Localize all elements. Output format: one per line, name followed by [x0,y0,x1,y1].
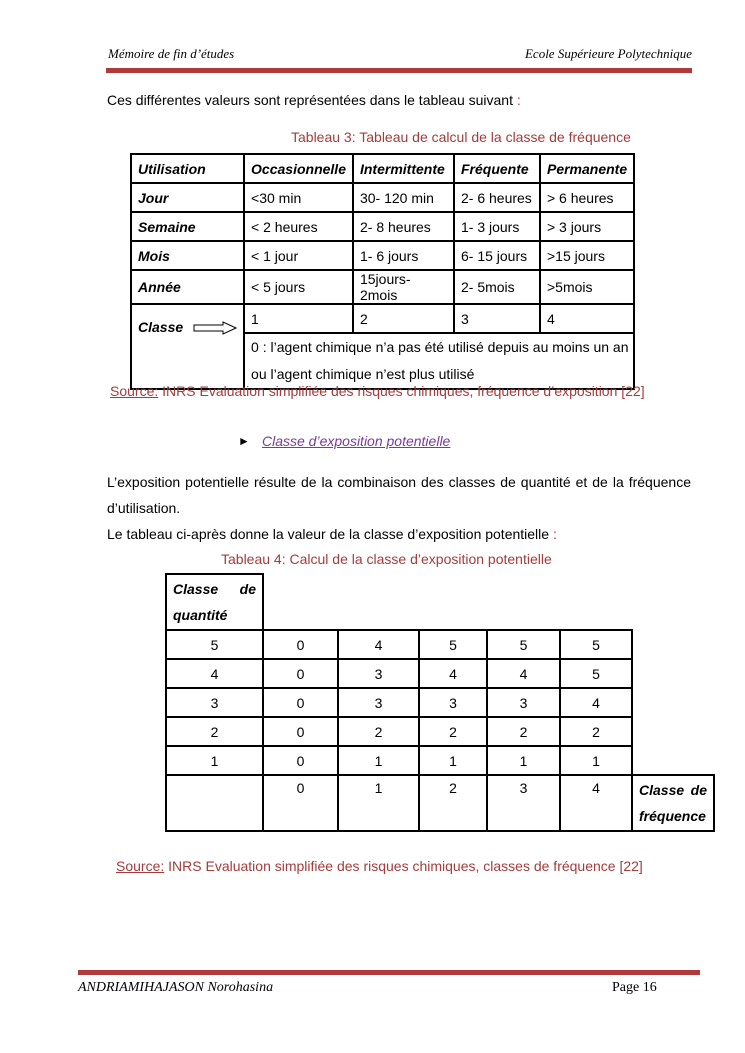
paragraph-line2 [107,521,557,547]
table-row [166,717,714,746]
row-label: Jour [131,183,244,212]
table-cell: >15 jours [540,241,634,270]
intro-paragraph [107,92,521,108]
table3-caption: Tableau 3: Tableau de calcul de la classe de fréquence [291,129,631,145]
table-cell: 15jours- 2mois [353,270,454,304]
intro-text: Ces différentes valeurs sont représentées dans le tableau suivant [107,92,513,108]
table-cell: 2- 8 heures [353,212,454,241]
table-cell: 0 [263,630,338,659]
table-cell: 1- 6 jours [353,241,454,270]
source-text: INRS Evaluation simplifiée des risques chimiques, classes de fréquence [22] [164,858,643,874]
page-number: Page 16 [612,980,657,995]
table-cell: <30 min [244,183,353,212]
table4-caption: Tableau 4: Calcul de la classe d’exposition potentielle [221,551,552,567]
table-row [166,746,714,775]
blank-cell [632,688,714,717]
empty-cell [166,775,263,831]
row-label: Semaine [131,212,244,241]
table-row [131,270,634,304]
table-row [166,688,714,717]
table-cell: 2 [166,717,263,746]
blank-cell [632,659,714,688]
table-cell: 3 [487,688,560,717]
blank-cell [632,630,714,659]
table-row [131,183,634,212]
table-cell: 4 [419,659,487,688]
blank-cell [263,574,714,630]
intro-colon: : [516,92,521,108]
header-cell: Permanente [540,154,634,183]
table-cell: 4 [487,659,560,688]
table-row [131,241,634,270]
paragraph-line1: L’exposition potentielle résulte de la combinaison des classes de quantité et de la fréquence d’utilisation. [107,474,691,516]
table3-source [110,383,645,399]
table-cell: < 5 jours [244,270,353,304]
table-cell: 0 [263,717,338,746]
exposure-table [165,573,715,832]
paragraph-colon: : [552,526,557,542]
table-row [166,630,714,659]
frequence-header: Classe de fréquence [632,775,714,831]
table-cell: 2 [419,775,487,831]
table-cell: 0 [263,775,338,831]
table-cell: 4 [338,630,419,659]
table-cell: 1 [419,746,487,775]
header-cell: Fréquente [454,154,540,183]
table-cell: 5 [419,630,487,659]
table-cell: 4 [166,659,263,688]
table-cell: < 1 jour [244,241,353,270]
table-cell: 4 [560,775,632,831]
table-cell: 3 [454,304,540,333]
table-cell: 4 [540,304,634,333]
classe-label: Classe [138,319,184,335]
arrow-right-icon [193,321,237,335]
row-label: Mois [131,241,244,270]
table-cell: 2- 5mois [454,270,540,304]
frequence-row [166,775,714,831]
classe-row [131,304,634,333]
footer-author: ANDRIAMIHAJASON Norohasina [78,980,274,995]
classe-zero-cell: 0 : l’agent chimique n’a pas été utilisé depuis au moins un an ou l’agent chimique n’est plus utilisé [244,333,634,389]
table-cell: 30- 120 min [353,183,454,212]
paragraph-line2-text: Le tableau ci-après donne la valeur de la classe d’exposition potentielle [107,526,550,542]
header-cell: Utilisation [131,154,244,183]
source-label: Source: [110,383,159,399]
table-cell: 5 [560,659,632,688]
source-label: Source: [116,858,165,874]
header-right: Ecole Supérieure Polytechnique [524,46,692,61]
table-cell: < 2 heures [244,212,353,241]
table-cell: 1 [244,304,353,333]
table-cell: 4 [560,688,632,717]
table-cell: 3 [338,688,419,717]
section-title: Classe d’exposition potentielle [262,433,451,449]
table-cell: 0 [263,746,338,775]
table-cell: 1 [487,746,560,775]
table-cell: 2 [419,717,487,746]
header-rule [106,68,692,73]
table-cell: 6- 15 jours [454,241,540,270]
table-cell: 3 [338,659,419,688]
table-cell: 3 [487,775,560,831]
table-cell: 2 [353,304,454,333]
table-cell: > 6 heures [540,183,634,212]
footer-rule [78,970,700,975]
header-left: Mémoire de fin d’études [108,46,235,61]
header-cell: Intermittente [353,154,454,183]
blank-cell [632,717,714,746]
quantite-header: Classe de quantité [166,574,263,630]
table4-source [116,858,643,874]
table-cell: 3 [166,688,263,717]
row-label: Année [131,270,244,304]
table-cell: 0 [263,688,338,717]
classe-label-cell [131,304,244,389]
blank-cell [632,746,714,775]
table3-header-row [131,154,634,183]
header-cell: Occasionnelle [244,154,353,183]
table-cell: 1 [166,746,263,775]
bullet-icon: ► [238,434,250,448]
table-cell: 3 [419,688,487,717]
table-cell: 5 [166,630,263,659]
table-cell: 1 [338,746,419,775]
table-row [131,212,634,241]
table-cell: 5 [560,630,632,659]
table-cell: >5mois [540,270,634,304]
table4-header-row [166,574,714,630]
table-row [166,659,714,688]
table-cell: 2 [560,717,632,746]
table-cell: 2 [487,717,560,746]
table-cell: > 3 jours [540,212,634,241]
table-cell: 0 [263,659,338,688]
table-cell: 1- 3 jours [454,212,540,241]
table-cell: 1 [338,775,419,831]
source-text: INRS Evaluation simplifiée des risques chimiques, fréquence d’exposition [22] [158,383,645,399]
table-cell: 2- 6 heures [454,183,540,212]
frequency-table [130,153,635,390]
table-cell: 5 [487,630,560,659]
table-cell: 1 [560,746,632,775]
table-cell: 2 [338,717,419,746]
